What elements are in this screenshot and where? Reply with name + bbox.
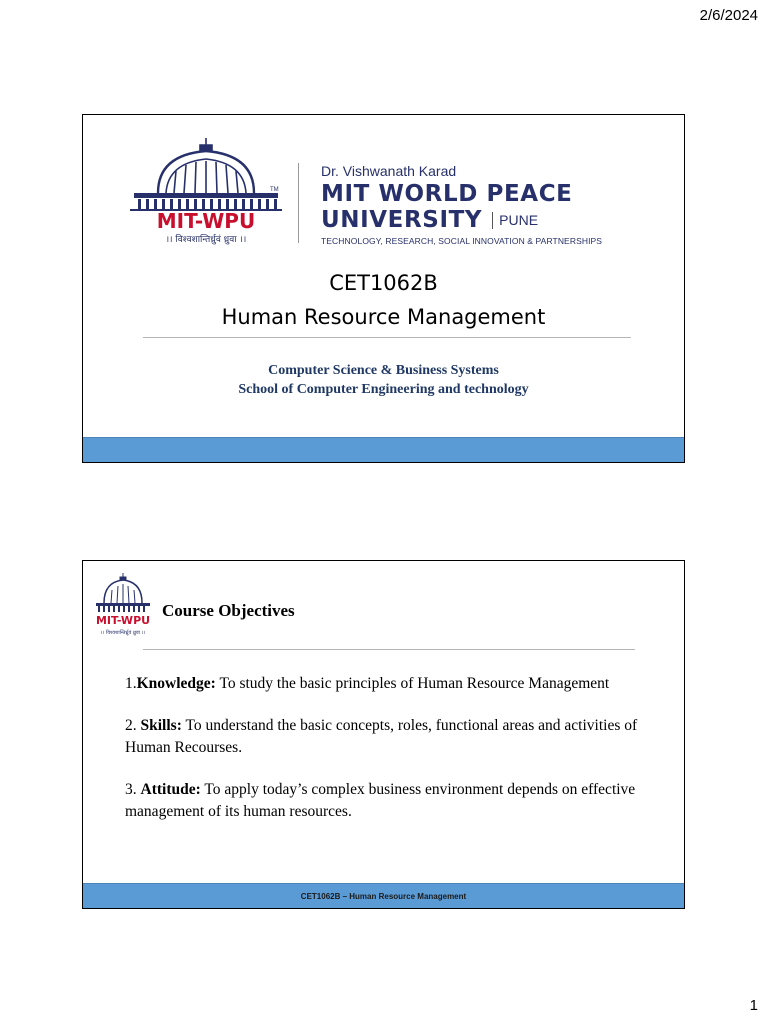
course-name: Human Resource Management bbox=[221, 305, 546, 329]
title-divider bbox=[143, 649, 635, 650]
trademark-mark: TM bbox=[270, 187, 279, 193]
dome-icon bbox=[92, 571, 154, 637]
university-line2: UNIVERSITY bbox=[321, 207, 483, 233]
print-date: 2/6/2024 bbox=[699, 7, 758, 24]
mit-wpu-logo bbox=[126, 135, 286, 245]
objective-number: 1. bbox=[125, 675, 137, 692]
objective-knowledge bbox=[125, 673, 655, 695]
objective-number: 3. bbox=[125, 781, 141, 798]
objective-text: To apply today’s complex business environment depends on effective management of its human resources. bbox=[125, 781, 636, 820]
university-line1: MIT WORLD PEACE bbox=[321, 181, 573, 207]
mit-wpu-small-logo bbox=[92, 571, 154, 637]
slide-footer-text: CET1062B – Human Resource Management bbox=[300, 891, 467, 901]
objective-attitude bbox=[125, 779, 655, 823]
dome-icon bbox=[126, 135, 286, 245]
department-name: Computer Science & Business Systems bbox=[268, 363, 499, 378]
course-code: CET1062B bbox=[329, 271, 438, 295]
objectives-list bbox=[125, 673, 655, 843]
slide-title bbox=[82, 114, 685, 463]
city-separator bbox=[492, 212, 493, 229]
objective-label: Attitude: bbox=[140, 781, 201, 798]
logo-wordmark: MIT-WPU bbox=[156, 209, 256, 233]
objective-text: To study the basic principles of Human Resource Management bbox=[215, 675, 610, 692]
university-line2-row bbox=[321, 207, 651, 233]
school-name: School of Computer Engineering and technology bbox=[238, 382, 529, 397]
title-divider bbox=[143, 337, 631, 338]
small-logo-wordmark: MIT-WPU bbox=[95, 614, 151, 627]
logo-divider bbox=[298, 163, 299, 243]
small-logo-motto: ।। विश्वशान्तिर्ध्रुवं ध्रुवा ।। bbox=[100, 630, 146, 636]
objective-skills bbox=[125, 715, 655, 759]
logo-motto: ।। विश्वशान्तिर्ध्रुवं ध्रुवा ।। bbox=[165, 235, 247, 245]
slide-course-objectives bbox=[82, 560, 685, 909]
objective-label: Knowledge: bbox=[136, 675, 216, 692]
slide-title-text: Course Objectives bbox=[162, 601, 295, 620]
university-tagline: TECHNOLOGY, RESEARCH, SOCIAL INNOVATION & PARTNERSHIPS bbox=[321, 236, 603, 246]
slide-footer-band bbox=[83, 883, 684, 908]
objective-number: 2. bbox=[125, 717, 141, 734]
slide-bottom-band bbox=[83, 437, 684, 462]
objective-text: To understand the basic concepts, roles, functional areas and activities of Human Recourses. bbox=[125, 717, 638, 756]
objective-label: Skills: bbox=[140, 717, 182, 734]
university-city: PUNE bbox=[499, 212, 539, 228]
university-name-block bbox=[321, 163, 651, 246]
page-number: 1 bbox=[749, 997, 758, 1014]
university-prefix: Dr. Vishwanath Karad bbox=[321, 163, 457, 179]
